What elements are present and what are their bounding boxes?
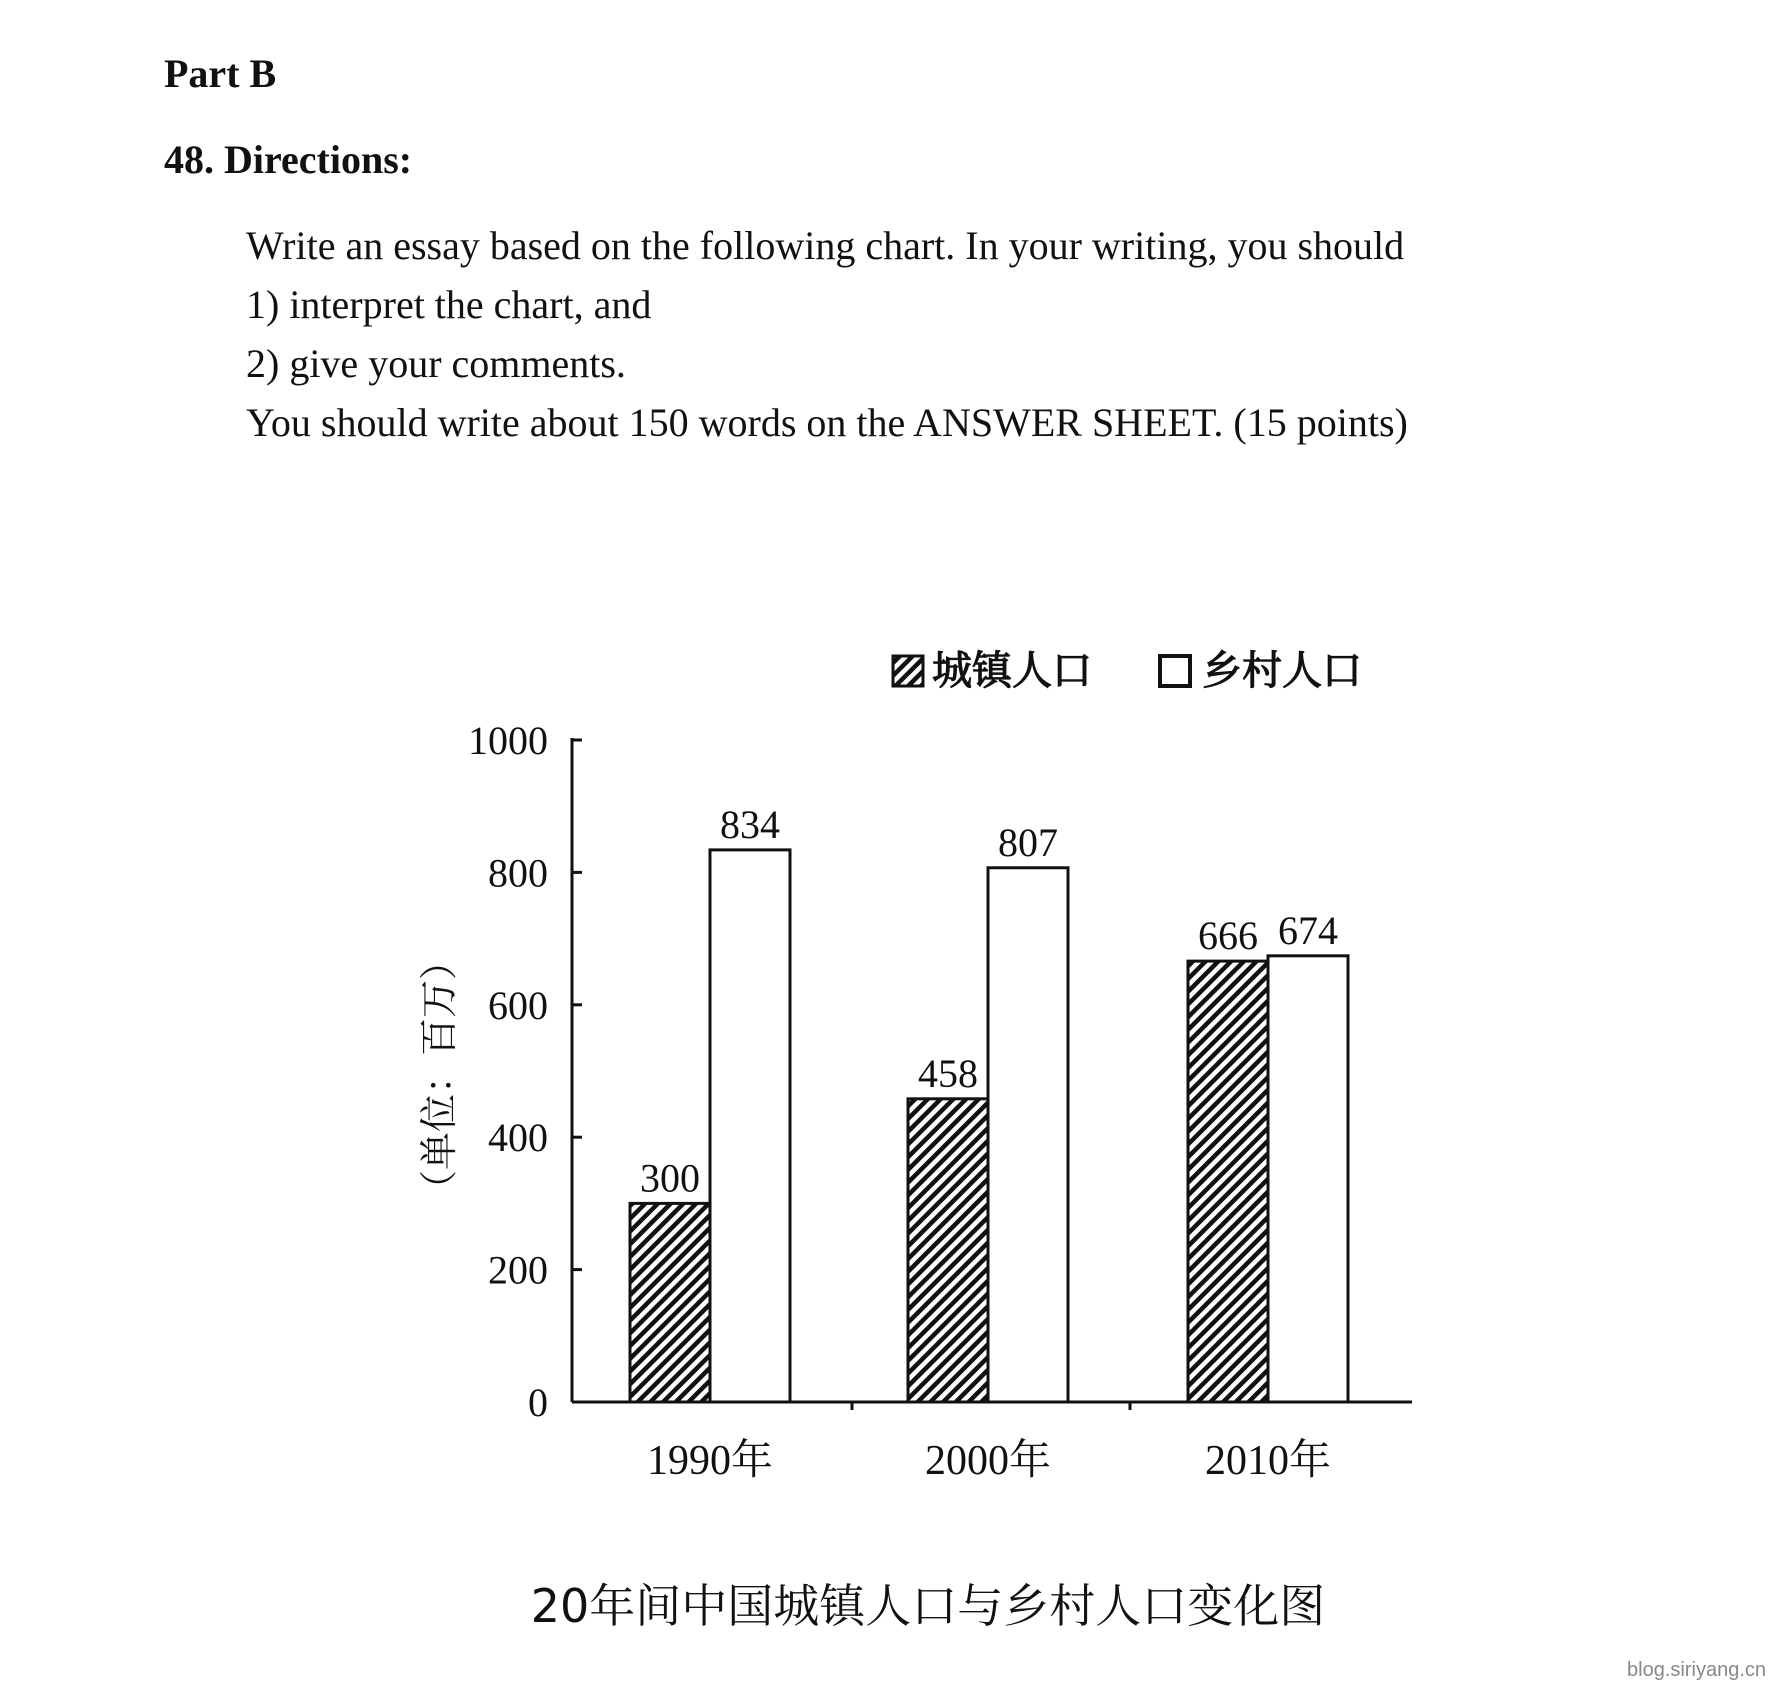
- x-tick-label: 2000年: [924, 1438, 1052, 1484]
- data-label: 807: [998, 819, 1058, 865]
- bar-rural: [1268, 956, 1348, 1402]
- x-tick-label: 2010年: [1204, 1438, 1332, 1484]
- question-heading: 48. Directions:: [164, 137, 413, 182]
- y-tick-label: 800: [488, 850, 548, 896]
- y-tick-label: 1000: [468, 718, 548, 763]
- directions-line-2: 1) interpret the chart, and: [246, 282, 652, 327]
- legend-swatch-rural: [1160, 656, 1190, 686]
- data-label: 674: [1278, 907, 1338, 953]
- bar-urban: [630, 1203, 710, 1402]
- directions-line-1: Write an essay based on the following chart. In your writing, you should: [246, 223, 1405, 268]
- directions-line-4: You should write about 150 words on the ANSWER SHEET. (15 points): [246, 400, 1408, 445]
- data-label: 666: [1198, 913, 1258, 959]
- y-tick-label: 200: [488, 1247, 548, 1293]
- bar-rural: [710, 850, 790, 1402]
- data-label: 458: [918, 1050, 978, 1096]
- chart-title: 20年间中国城镇人口与乡村人口变化图: [530, 1579, 1326, 1633]
- y-tick-label: 0: [528, 1380, 548, 1425]
- legend-swatch-urban: [893, 656, 923, 686]
- data-label: 834: [720, 801, 780, 847]
- part-title: Part B: [164, 51, 277, 96]
- y-tick-label: 600: [488, 982, 548, 1028]
- legend-label-rural: 乡村人口: [1202, 648, 1362, 694]
- bar-rural: [988, 868, 1068, 1402]
- data-label: 300: [640, 1155, 700, 1201]
- x-tick-label: 1990年: [646, 1438, 774, 1484]
- bar-urban: [1188, 961, 1268, 1402]
- y-axis-title: （单位：百万）: [417, 941, 461, 1209]
- y-tick-label: 400: [488, 1115, 548, 1161]
- legend-label-urban: 城镇人口: [932, 648, 1092, 694]
- bar-urban: [908, 1099, 988, 1402]
- watermark: blog.siriyang.cn: [1627, 1659, 1766, 1681]
- directions-line-3: 2) give your comments.: [246, 341, 626, 386]
